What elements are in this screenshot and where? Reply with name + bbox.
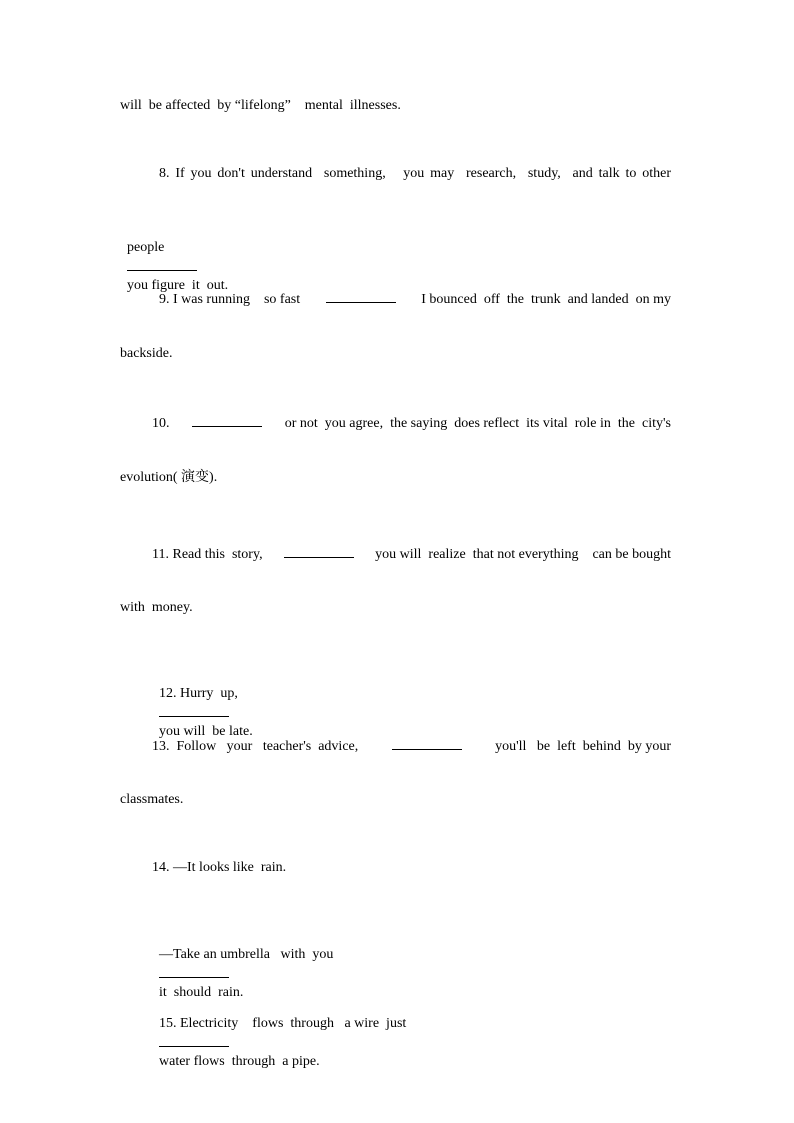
- question-13-prefix: 13. Follow your teacher's advice,: [152, 739, 359, 754]
- question-10-suffix: or not you agree, the saying does reflect its vital role in the city's: [284, 416, 671, 431]
- question-14-line-2: [152, 928, 333, 1002]
- question-15-suffix: water flows through a pipe.: [159, 1054, 320, 1069]
- answer-blank-10[interactable]: [192, 413, 262, 427]
- answer-blank-11[interactable]: [284, 544, 354, 558]
- question-9-line-2: backside.: [120, 346, 173, 361]
- question-8-suffix: you figure it out.: [127, 278, 229, 293]
- question-11-prefix: 11. Read this story,: [152, 547, 263, 562]
- answer-blank-13[interactable]: [392, 736, 462, 750]
- answer-blank-8[interactable]: [127, 257, 197, 271]
- question-9-suffix: I bounced off the trunk and landed on my: [421, 292, 671, 307]
- question-12-prefix: 12. Hurry up,: [159, 686, 238, 701]
- answer-blank-15[interactable]: [159, 1033, 229, 1047]
- question-8-line-1: 8. If you don't understand something, you may research, study, and talk to other: [159, 166, 671, 181]
- question-8-line-2: [120, 221, 228, 295]
- question-14-line-1: 14. —It looks like rain.: [152, 860, 287, 875]
- question-14-prefix: —Take an umbrella with you: [159, 947, 334, 962]
- question-15-prefix: 15. Electricity flows through a wire just: [159, 1016, 407, 1031]
- question-12-suffix: you will be late.: [159, 724, 253, 739]
- question-11-suffix: you will realize that not everything can be bought: [375, 547, 671, 562]
- question-15-line: [152, 997, 406, 1071]
- question-13-line-1: [152, 736, 671, 756]
- text-line-continuation: will be affected by “lifelong” mental illnesses.: [120, 98, 401, 113]
- answer-blank-14[interactable]: [159, 964, 229, 978]
- question-9-prefix: 9. I was running so fast: [159, 292, 301, 307]
- question-10-line-2: evolution( 演变).: [120, 470, 218, 485]
- question-14-suffix: it should rain.: [159, 985, 244, 1000]
- answer-blank-12[interactable]: [159, 703, 229, 717]
- answer-blank-9[interactable]: [326, 289, 396, 303]
- question-9-line-1: [159, 289, 671, 309]
- question-10-line-1: [152, 413, 671, 433]
- question-11-line-2: with money.: [120, 600, 193, 615]
- question-8-prefix: people: [127, 240, 165, 255]
- question-13-suffix: you'll be left behind by your: [495, 739, 671, 754]
- question-12-line: [152, 667, 253, 741]
- question-11-line-1: [152, 544, 671, 564]
- question-13-line-2: classmates.: [120, 792, 184, 807]
- question-10-number: 10.: [152, 416, 170, 431]
